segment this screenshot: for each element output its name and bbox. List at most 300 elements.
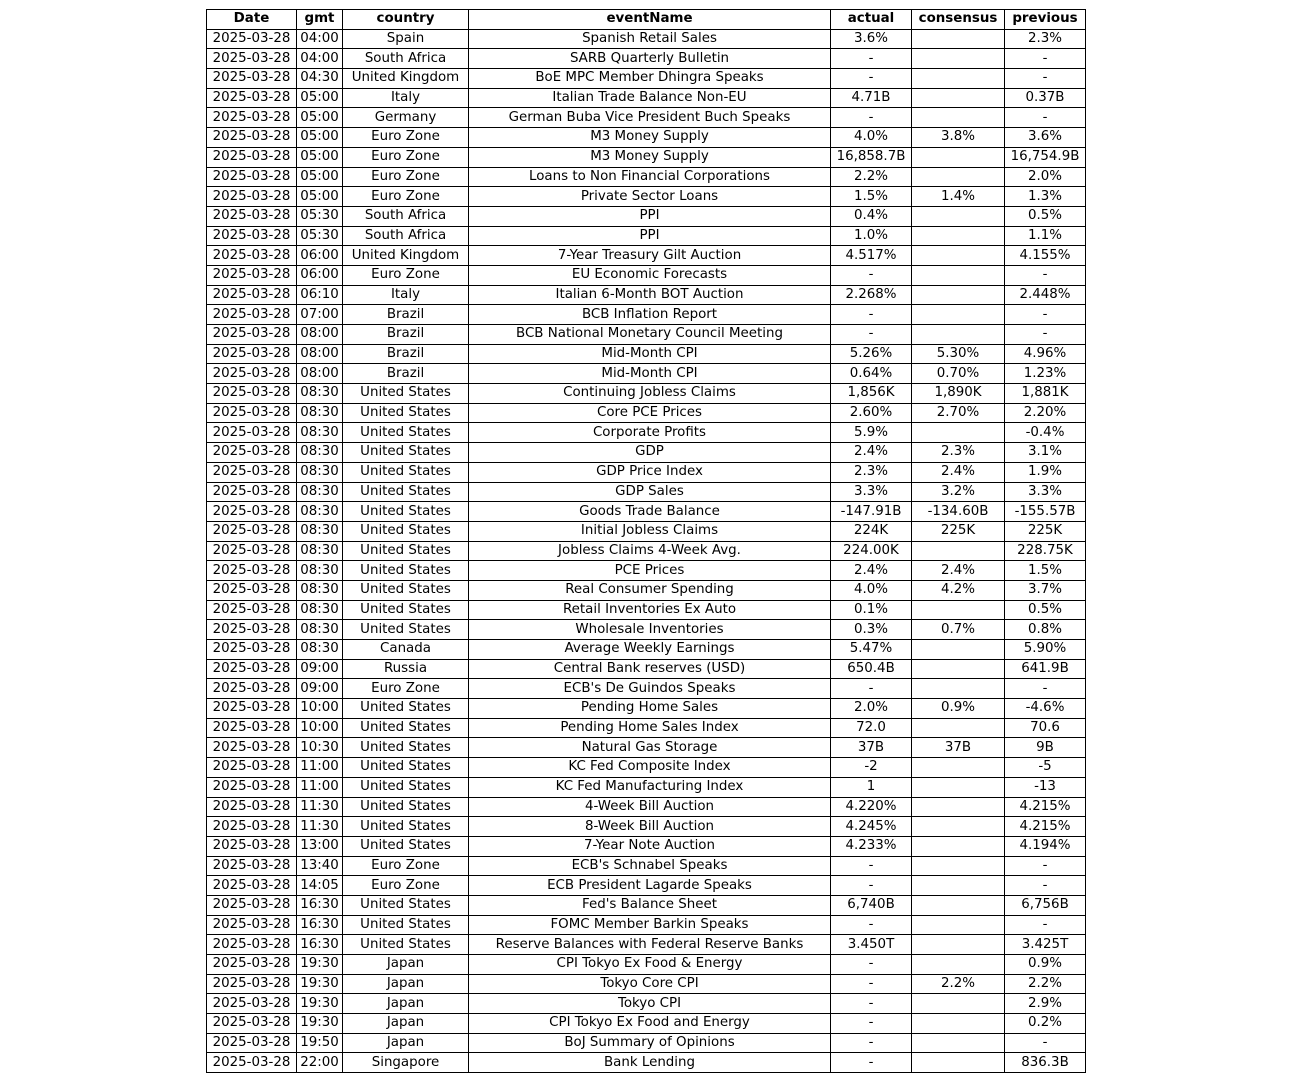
cell-gmt: 19:50: [297, 1033, 343, 1053]
cell-date: 2025-03-28: [207, 955, 297, 975]
cell-actual: 224K: [831, 521, 912, 541]
cell-country: United States: [343, 384, 469, 404]
cell-actual: 2.3%: [831, 462, 912, 482]
cell-date: 2025-03-28: [207, 206, 297, 226]
cell-gmt: 11:00: [297, 777, 343, 797]
cell-event-name: 7-Year Note Auction: [469, 836, 831, 856]
cell-gmt: 08:00: [297, 344, 343, 364]
cell-country: United States: [343, 777, 469, 797]
cell-actual: 2.2%: [831, 167, 912, 187]
cell-gmt: 06:10: [297, 285, 343, 305]
cell-consensus: -134.60B: [912, 502, 1005, 522]
cell-country: United States: [343, 462, 469, 482]
cell-consensus: [912, 777, 1005, 797]
cell-previous: 4.96%: [1005, 344, 1086, 364]
cell-country: Italy: [343, 88, 469, 108]
cell-date: 2025-03-28: [207, 817, 297, 837]
cell-event-name: CPI Tokyo Ex Food and Energy: [469, 1014, 831, 1034]
cell-actual: 4.233%: [831, 836, 912, 856]
table-row: [207, 147, 1086, 167]
cell-previous: 2.0%: [1005, 167, 1086, 187]
cell-country: Brazil: [343, 364, 469, 384]
cell-gmt: 08:30: [297, 462, 343, 482]
cell-gmt: 05:30: [297, 226, 343, 246]
cell-previous: 2.448%: [1005, 285, 1086, 305]
table-row: [207, 167, 1086, 187]
cell-country: Japan: [343, 1014, 469, 1034]
header-row: [207, 10, 1086, 30]
cell-actual: 1.5%: [831, 187, 912, 207]
cell-consensus: [912, 758, 1005, 778]
cell-gmt: 04:30: [297, 69, 343, 89]
cell-previous: -13: [1005, 777, 1086, 797]
cell-event-name: Italian Trade Balance Non-EU: [469, 88, 831, 108]
cell-gmt: 04:00: [297, 29, 343, 49]
cell-actual: 2.0%: [831, 699, 912, 719]
cell-consensus: 1,890K: [912, 384, 1005, 404]
cell-gmt: 13:00: [297, 836, 343, 856]
cell-gmt: 08:30: [297, 561, 343, 581]
cell-country: United States: [343, 403, 469, 423]
cell-event-name: Italian 6-Month BOT Auction: [469, 285, 831, 305]
table-row: [207, 443, 1086, 463]
cell-gmt: 14:05: [297, 876, 343, 896]
cell-actual: -: [831, 679, 912, 699]
table-row: [207, 384, 1086, 404]
cell-event-name: PPI: [469, 206, 831, 226]
table-row: [207, 482, 1086, 502]
cell-previous: 2.9%: [1005, 994, 1086, 1014]
table-row: [207, 403, 1086, 423]
cell-previous: -: [1005, 915, 1086, 935]
cell-date: 2025-03-28: [207, 226, 297, 246]
cell-actual: 4.0%: [831, 580, 912, 600]
cell-actual: 1.0%: [831, 226, 912, 246]
cell-event-name: CPI Tokyo Ex Food & Energy: [469, 955, 831, 975]
cell-consensus: 2.2%: [912, 974, 1005, 994]
cell-country: Canada: [343, 640, 469, 660]
cell-date: 2025-03-28: [207, 364, 297, 384]
cell-actual: 0.64%: [831, 364, 912, 384]
cell-gmt: 05:00: [297, 187, 343, 207]
cell-gmt: 10:00: [297, 699, 343, 719]
cell-country: Japan: [343, 994, 469, 1014]
cell-previous: 0.9%: [1005, 955, 1086, 975]
cell-country: Euro Zone: [343, 856, 469, 876]
cell-previous: 70.6: [1005, 718, 1086, 738]
cell-date: 2025-03-28: [207, 344, 297, 364]
cell-event-name: Bank Lending: [469, 1053, 831, 1073]
cell-country: Japan: [343, 1033, 469, 1053]
cell-date: 2025-03-28: [207, 88, 297, 108]
cell-gmt: 08:30: [297, 423, 343, 443]
cell-country: Russia: [343, 659, 469, 679]
cell-previous: 4.155%: [1005, 246, 1086, 266]
cell-date: 2025-03-28: [207, 876, 297, 896]
cell-event-name: GDP: [469, 443, 831, 463]
cell-consensus: [912, 718, 1005, 738]
cell-consensus: [912, 895, 1005, 915]
cell-consensus: [912, 1053, 1005, 1073]
cell-event-name: BoJ Summary of Opinions: [469, 1033, 831, 1053]
cell-country: Japan: [343, 974, 469, 994]
cell-previous: -: [1005, 1033, 1086, 1053]
table-row: [207, 187, 1086, 207]
cell-gmt: 16:30: [297, 915, 343, 935]
table-row: [207, 325, 1086, 345]
table-row: [207, 108, 1086, 128]
cell-gmt: 06:00: [297, 265, 343, 285]
cell-country: United States: [343, 541, 469, 561]
cell-date: 2025-03-28: [207, 108, 297, 128]
cell-country: United States: [343, 600, 469, 620]
cell-country: Euro Zone: [343, 876, 469, 896]
cell-consensus: [912, 305, 1005, 325]
cell-event-name: Mid-Month CPI: [469, 364, 831, 384]
cell-date: 2025-03-28: [207, 758, 297, 778]
table-row: [207, 561, 1086, 581]
cell-date: 2025-03-28: [207, 620, 297, 640]
cell-previous: 0.5%: [1005, 600, 1086, 620]
cell-gmt: 08:30: [297, 502, 343, 522]
cell-consensus: [912, 1033, 1005, 1053]
table-row: [207, 521, 1086, 541]
cell-consensus: [912, 797, 1005, 817]
cell-actual: 2.4%: [831, 443, 912, 463]
cell-previous: 228.75K: [1005, 541, 1086, 561]
cell-date: 2025-03-28: [207, 699, 297, 719]
table-row: [207, 856, 1086, 876]
cell-event-name: ECB's De Guindos Speaks: [469, 679, 831, 699]
cell-consensus: [912, 49, 1005, 69]
table-row: [207, 895, 1086, 915]
cell-date: 2025-03-28: [207, 69, 297, 89]
cell-previous: -: [1005, 49, 1086, 69]
cell-country: United States: [343, 580, 469, 600]
cell-gmt: 11:30: [297, 817, 343, 837]
cell-actual: 650.4B: [831, 659, 912, 679]
cell-previous: -155.57B: [1005, 502, 1086, 522]
cell-event-name: 8-Week Bill Auction: [469, 817, 831, 837]
table-row: [207, 423, 1086, 443]
table-row: [207, 502, 1086, 522]
cell-actual: 4.71B: [831, 88, 912, 108]
cell-gmt: 10:30: [297, 738, 343, 758]
cell-gmt: 19:30: [297, 955, 343, 975]
table-row: [207, 226, 1086, 246]
cell-country: United Kingdom: [343, 69, 469, 89]
cell-consensus: [912, 876, 1005, 896]
cell-consensus: [912, 817, 1005, 837]
cell-consensus: [912, 88, 1005, 108]
cell-actual: -: [831, 856, 912, 876]
cell-previous: 3.425T: [1005, 935, 1086, 955]
cell-event-name: BCB Inflation Report: [469, 305, 831, 325]
cell-country: United States: [343, 561, 469, 581]
cell-event-name: BCB National Monetary Council Meeting: [469, 325, 831, 345]
cell-date: 2025-03-28: [207, 147, 297, 167]
cell-actual: 0.3%: [831, 620, 912, 640]
cell-consensus: [912, 659, 1005, 679]
cell-date: 2025-03-28: [207, 305, 297, 325]
cell-country: Brazil: [343, 305, 469, 325]
table-row: [207, 600, 1086, 620]
cell-date: 2025-03-28: [207, 974, 297, 994]
cell-country: United States: [343, 482, 469, 502]
cell-consensus: [912, 836, 1005, 856]
table-row: [207, 69, 1086, 89]
cell-previous: -: [1005, 856, 1086, 876]
cell-date: 2025-03-28: [207, 994, 297, 1014]
cell-event-name: Jobless Claims 4-Week Avg.: [469, 541, 831, 561]
cell-event-name: Fed's Balance Sheet: [469, 895, 831, 915]
cell-date: 2025-03-28: [207, 443, 297, 463]
cell-gmt: 05:00: [297, 167, 343, 187]
cell-country: United States: [343, 738, 469, 758]
cell-event-name: Initial Jobless Claims: [469, 521, 831, 541]
header-event-name: eventName: [469, 10, 831, 30]
cell-event-name: M3 Money Supply: [469, 128, 831, 148]
cell-date: 2025-03-28: [207, 285, 297, 305]
cell-actual: 2.60%: [831, 403, 912, 423]
cell-country: United States: [343, 836, 469, 856]
cell-event-name: GDP Price Index: [469, 462, 831, 482]
cell-event-name: Natural Gas Storage: [469, 738, 831, 758]
cell-actual: 4.517%: [831, 246, 912, 266]
cell-gmt: 19:30: [297, 974, 343, 994]
cell-actual: 224.00K: [831, 541, 912, 561]
cell-country: United States: [343, 620, 469, 640]
cell-actual: -2: [831, 758, 912, 778]
table-row: [207, 1033, 1086, 1053]
cell-country: Euro Zone: [343, 265, 469, 285]
cell-actual: -: [831, 265, 912, 285]
cell-previous: 4.215%: [1005, 817, 1086, 837]
cell-previous: -: [1005, 69, 1086, 89]
cell-previous: -: [1005, 108, 1086, 128]
cell-date: 2025-03-28: [207, 384, 297, 404]
cell-country: Euro Zone: [343, 187, 469, 207]
cell-gmt: 05:00: [297, 88, 343, 108]
header-previous: previous: [1005, 10, 1086, 30]
cell-consensus: [912, 955, 1005, 975]
cell-country: Spain: [343, 29, 469, 49]
cell-date: 2025-03-28: [207, 640, 297, 660]
table-row: [207, 659, 1086, 679]
cell-country: Euro Zone: [343, 679, 469, 699]
cell-consensus: 2.4%: [912, 462, 1005, 482]
cell-previous: 836.3B: [1005, 1053, 1086, 1073]
cell-consensus: 0.9%: [912, 699, 1005, 719]
cell-date: 2025-03-28: [207, 738, 297, 758]
cell-consensus: [912, 226, 1005, 246]
cell-previous: 1.23%: [1005, 364, 1086, 384]
cell-previous: 5.90%: [1005, 640, 1086, 660]
header-consensus: consensus: [912, 10, 1005, 30]
cell-previous: -4.6%: [1005, 699, 1086, 719]
cell-event-name: Loans to Non Financial Corporations: [469, 167, 831, 187]
cell-date: 2025-03-28: [207, 659, 297, 679]
cell-previous: 2.3%: [1005, 29, 1086, 49]
table-row: [207, 265, 1086, 285]
table-row: [207, 718, 1086, 738]
table-row: [207, 974, 1086, 994]
cell-event-name: KC Fed Manufacturing Index: [469, 777, 831, 797]
table-row: [207, 935, 1086, 955]
cell-gmt: 08:00: [297, 325, 343, 345]
cell-date: 2025-03-28: [207, 423, 297, 443]
cell-gmt: 05:00: [297, 128, 343, 148]
cell-event-name: KC Fed Composite Index: [469, 758, 831, 778]
table-row: [207, 88, 1086, 108]
cell-actual: -: [831, 915, 912, 935]
cell-actual: -: [831, 955, 912, 975]
cell-actual: -: [831, 1014, 912, 1034]
cell-date: 2025-03-28: [207, 49, 297, 69]
cell-event-name: Corporate Profits: [469, 423, 831, 443]
cell-previous: 2.20%: [1005, 403, 1086, 423]
table-row: [207, 955, 1086, 975]
cell-previous: -: [1005, 679, 1086, 699]
cell-gmt: 06:00: [297, 246, 343, 266]
cell-actual: 0.4%: [831, 206, 912, 226]
cell-consensus: [912, 600, 1005, 620]
cell-consensus: 2.4%: [912, 561, 1005, 581]
cell-date: 2025-03-28: [207, 777, 297, 797]
cell-actual: -: [831, 325, 912, 345]
cell-consensus: 225K: [912, 521, 1005, 541]
cell-actual: 5.47%: [831, 640, 912, 660]
cell-event-name: Continuing Jobless Claims: [469, 384, 831, 404]
cell-date: 2025-03-28: [207, 1014, 297, 1034]
cell-previous: 3.1%: [1005, 443, 1086, 463]
cell-previous: 3.3%: [1005, 482, 1086, 502]
cell-previous: 9B: [1005, 738, 1086, 758]
table-row: [207, 580, 1086, 600]
cell-date: 2025-03-28: [207, 1053, 297, 1073]
cell-event-name: Retail Inventories Ex Auto: [469, 600, 831, 620]
cell-actual: -: [831, 1053, 912, 1073]
cell-event-name: Average Weekly Earnings: [469, 640, 831, 660]
table-row: [207, 49, 1086, 69]
cell-date: 2025-03-28: [207, 561, 297, 581]
cell-actual: 2.4%: [831, 561, 912, 581]
cell-country: United States: [343, 521, 469, 541]
cell-previous: 1.3%: [1005, 187, 1086, 207]
cell-event-name: Pending Home Sales: [469, 699, 831, 719]
table-row: [207, 29, 1086, 49]
cell-date: 2025-03-28: [207, 915, 297, 935]
cell-previous: 0.37B: [1005, 88, 1086, 108]
cell-gmt: 08:30: [297, 443, 343, 463]
cell-date: 2025-03-28: [207, 856, 297, 876]
cell-actual: 5.26%: [831, 344, 912, 364]
cell-country: Italy: [343, 285, 469, 305]
cell-country: South Africa: [343, 49, 469, 69]
cell-event-name: Tokyo Core CPI: [469, 974, 831, 994]
cell-event-name: Private Sector Loans: [469, 187, 831, 207]
table-row: [207, 246, 1086, 266]
table-row: [207, 777, 1086, 797]
cell-country: United States: [343, 423, 469, 443]
cell-consensus: 3.8%: [912, 128, 1005, 148]
cell-previous: 0.2%: [1005, 1014, 1086, 1034]
cell-actual: -: [831, 974, 912, 994]
cell-gmt: 04:00: [297, 49, 343, 69]
cell-gmt: 08:30: [297, 640, 343, 660]
cell-gmt: 11:30: [297, 797, 343, 817]
header-actual: actual: [831, 10, 912, 30]
table-row: [207, 206, 1086, 226]
cell-consensus: 2.3%: [912, 443, 1005, 463]
cell-actual: -: [831, 876, 912, 896]
cell-event-name: Pending Home Sales Index: [469, 718, 831, 738]
cell-country: South Africa: [343, 206, 469, 226]
cell-previous: 2.2%: [1005, 974, 1086, 994]
cell-actual: 4.245%: [831, 817, 912, 837]
cell-consensus: [912, 856, 1005, 876]
cell-previous: 4.215%: [1005, 797, 1086, 817]
table-row: [207, 817, 1086, 837]
cell-event-name: 4-Week Bill Auction: [469, 797, 831, 817]
cell-consensus: 3.2%: [912, 482, 1005, 502]
cell-gmt: 13:40: [297, 856, 343, 876]
cell-actual: 5.9%: [831, 423, 912, 443]
cell-gmt: 19:30: [297, 1014, 343, 1034]
cell-previous: -0.4%: [1005, 423, 1086, 443]
cell-actual: 72.0: [831, 718, 912, 738]
cell-country: Germany: [343, 108, 469, 128]
table-row: [207, 285, 1086, 305]
cell-consensus: [912, 994, 1005, 1014]
cell-consensus: [912, 915, 1005, 935]
cell-gmt: 08:30: [297, 482, 343, 502]
cell-previous: 3.7%: [1005, 580, 1086, 600]
cell-actual: -147.91B: [831, 502, 912, 522]
cell-gmt: 08:30: [297, 600, 343, 620]
table-row: [207, 128, 1086, 148]
cell-event-name: Goods Trade Balance: [469, 502, 831, 522]
cell-date: 2025-03-28: [207, 462, 297, 482]
cell-previous: -: [1005, 305, 1086, 325]
cell-actual: 3.450T: [831, 935, 912, 955]
cell-country: Brazil: [343, 325, 469, 345]
table-row: [207, 797, 1086, 817]
cell-event-name: ECB President Lagarde Speaks: [469, 876, 831, 896]
cell-consensus: [912, 206, 1005, 226]
cell-consensus: 0.70%: [912, 364, 1005, 384]
cell-date: 2025-03-28: [207, 128, 297, 148]
cell-date: 2025-03-28: [207, 265, 297, 285]
cell-actual: 3.6%: [831, 29, 912, 49]
table-row: [207, 305, 1086, 325]
cell-consensus: 1.4%: [912, 187, 1005, 207]
cell-consensus: 5.30%: [912, 344, 1005, 364]
cell-event-name: SARB Quarterly Bulletin: [469, 49, 831, 69]
cell-actual: 6,740B: [831, 895, 912, 915]
table-row: [207, 620, 1086, 640]
cell-date: 2025-03-28: [207, 1033, 297, 1053]
cell-country: United States: [343, 915, 469, 935]
table-row: [207, 1053, 1086, 1073]
cell-gmt: 10:00: [297, 718, 343, 738]
cell-date: 2025-03-28: [207, 246, 297, 266]
cell-country: Japan: [343, 955, 469, 975]
cell-country: Euro Zone: [343, 167, 469, 187]
cell-previous: -: [1005, 876, 1086, 896]
cell-country: United States: [343, 502, 469, 522]
cell-date: 2025-03-28: [207, 167, 297, 187]
